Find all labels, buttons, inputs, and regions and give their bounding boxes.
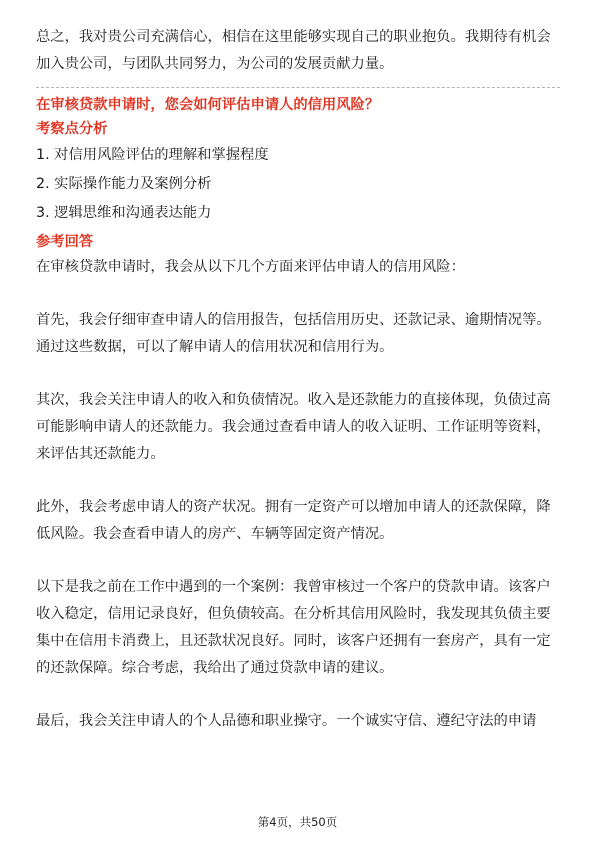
answer-paragraph: 首先，我会仔细审查申请人的信用报告，包括信用历史、还款记录、逾期情况等。通过这些数据，可以了解申请人的信用状况和信用行为。 — [36, 312, 551, 355]
paragraph-gap — [36, 548, 560, 574]
answer-paragraph: 此外，我会考虑申请人的资产状况。拥有一定资产可以增加申请人的还款保障，降低风险。我会查看申请人的房产、车辆等固定资产情况。 — [36, 499, 551, 542]
page-number: 第4页，共50页 — [257, 815, 338, 829]
paragraph-gap — [36, 682, 560, 708]
paragraph-gap — [36, 361, 560, 387]
paragraph-gap — [36, 468, 560, 494]
analysis-point: 2. 实际操作能力及案例分析 — [36, 176, 212, 192]
analysis-point: 3. 逻辑思维和沟通表达能力 — [36, 205, 212, 221]
question-title: 在审核贷款申请时，您会如何评估申请人的信用风险？ — [36, 97, 380, 113]
answer-paragraph: 以下是我之前在工作中遇到的一个案例：我曾审核过一个客户的贷款申请。该客户收入稳定，信用记录良好，但负债较高。在分析其信用风险时，我发现其负债主要集中在信用卡消费上，且还款状况良好。同时，该客户还拥有一套房产，具有一定的还款保障。综合考虑，我给出了通过贷款申请的建议。 — [36, 579, 551, 676]
answer-paragraph: 在审核贷款申请时，我会从以下几个方面来评估申请人的信用风险： — [36, 259, 465, 275]
section-divider — [36, 87, 560, 88]
page-content — [36, 24, 560, 735]
answer-paragraph: 其次，我会关注申请人的收入和负债情况。收入是还款能力的直接体现，负债过高可能影响申请人的还款能力。我会通过查看申请人的收入证明、工作证明等资料，来评估其还款能力。 — [36, 392, 551, 462]
analysis-list — [36, 141, 560, 228]
analysis-point: 1. 对信用风险评估的理解和掌握程度 — [36, 147, 269, 163]
answer-heading: 参考回答 — [36, 234, 94, 250]
paragraph-gap — [36, 281, 560, 307]
intro-closing-paragraph: 总之，我对贵公司充满信心，相信在这里能够实现自己的职业抱负。我期待有机会加入贵公司，与团队共同努力，为公司的发展贡献力量。 — [36, 29, 551, 72]
analysis-heading: 考察点分析 — [36, 121, 108, 137]
answer-paragraph: 最后，我会关注申请人的个人品德和职业操守。一个诚实守信、遵纪守法的申请 — [36, 713, 537, 729]
